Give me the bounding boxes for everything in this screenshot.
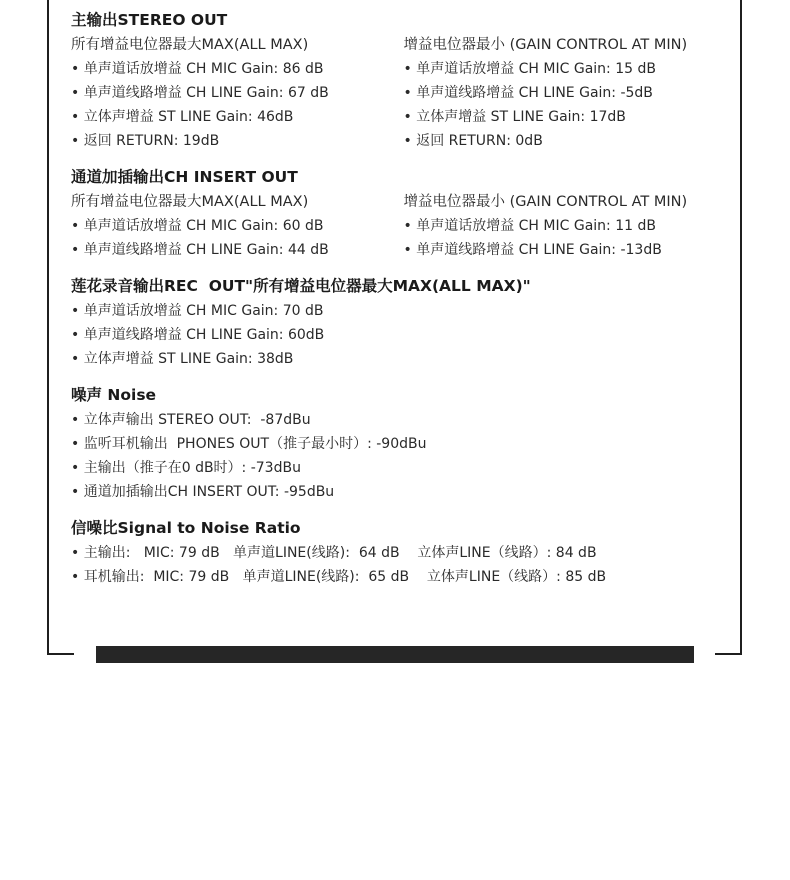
insert-out-title: 通道加插输出CH INSERT OUT xyxy=(71,168,298,186)
list-item: • 单声道线路增益 CH LINE Gain: -5dB xyxy=(403,85,653,101)
list-item: • 返回 RETURN: 19dB xyxy=(71,133,220,149)
insert-out-max-heading: 所有增益电位器最大MAX(ALL MAX) xyxy=(71,194,309,210)
list-item: • 返回 RETURN: 0dB xyxy=(403,133,543,149)
list-item: • 单声道话放增益 CH MIC Gain: 70 dB xyxy=(71,303,324,319)
list-item: • 立体声增益 ST LINE Gain: 17dB xyxy=(403,109,626,125)
frame-bottom-right-corner xyxy=(715,653,742,655)
insert-out-min-column xyxy=(404,190,737,262)
bottom-bar xyxy=(96,646,694,663)
rec-out-title: 莲花录音输出REC OUT"所有增益电位器最大MAX(ALL MAX)" xyxy=(71,277,531,295)
list-item: • 立体声增益 ST LINE Gain: 38dB xyxy=(71,351,294,367)
stereo-out-columns xyxy=(71,33,736,153)
list-item: • 立体声增益 ST LINE Gain: 46dB xyxy=(71,109,294,125)
list-item: • 立体声输出 STEREO OUT: -87dBu xyxy=(71,412,311,428)
list-item: • 耳机输出: MIC: 79 dB 单声道LINE(线路): 65 dB 立体声LINE（线路）: 85 dB xyxy=(71,569,607,585)
snr-section xyxy=(71,516,736,589)
snr-title: 信噪比Signal to Noise Ratio xyxy=(71,519,301,537)
list-item: • 单声道线路增益 CH LINE Gain: 60dB xyxy=(71,327,325,343)
list-item: • 单声道话放增益 CH MIC Gain: 15 dB xyxy=(403,61,656,77)
stereo-out-min-column xyxy=(404,33,737,153)
insert-out-columns xyxy=(71,190,736,262)
list-item: • 单声道话放增益 CH MIC Gain: 60 dB xyxy=(71,218,324,234)
noise-section xyxy=(71,383,736,504)
stereo-out-title: 主输出STEREO OUT xyxy=(71,11,228,29)
list-item: • 单声道线路增益 CH LINE Gain: 67 dB xyxy=(71,85,329,101)
frame-bottom-left-corner xyxy=(47,653,74,655)
list-item: • 单声道线路增益 CH LINE Gain: -13dB xyxy=(403,242,662,258)
rec-out-section xyxy=(71,274,736,371)
stereo-out-section xyxy=(71,8,736,153)
list-item: • 单声道话放增益 CH MIC Gain: 86 dB xyxy=(71,61,324,77)
spec-content xyxy=(71,8,736,601)
list-item: • 单声道话放增益 CH MIC Gain: 11 dB xyxy=(403,218,656,234)
stereo-out-max-column xyxy=(71,33,404,153)
frame-left-border xyxy=(47,0,49,655)
stereo-out-max-heading: 所有增益电位器最大MAX(ALL MAX) xyxy=(71,37,309,53)
noise-title: 噪声 Noise xyxy=(71,386,157,404)
insert-out-max-column xyxy=(71,190,404,262)
list-item: • 主输出（推子在0 dB时）: -73dBu xyxy=(71,460,301,476)
frame-right-border xyxy=(740,0,742,655)
insert-out-min-heading: 增益电位器最小 (GAIN CONTROL AT MIN) xyxy=(403,194,688,210)
insert-out-section xyxy=(71,165,736,262)
list-item: • 监听耳机输出 PHONES OUT（推子最小时）: -90dBu xyxy=(71,436,427,452)
list-item: • 主输出: MIC: 79 dB 单声道LINE(线路): 64 dB 立体声LINE（线路）: 84 dB xyxy=(71,545,597,561)
list-item: • 通道加插输出CH INSERT OUT: -95dBu xyxy=(71,484,335,500)
list-item: • 单声道线路增益 CH LINE Gain: 44 dB xyxy=(71,242,329,258)
stereo-out-min-heading: 增益电位器最小 (GAIN CONTROL AT MIN) xyxy=(403,37,688,53)
